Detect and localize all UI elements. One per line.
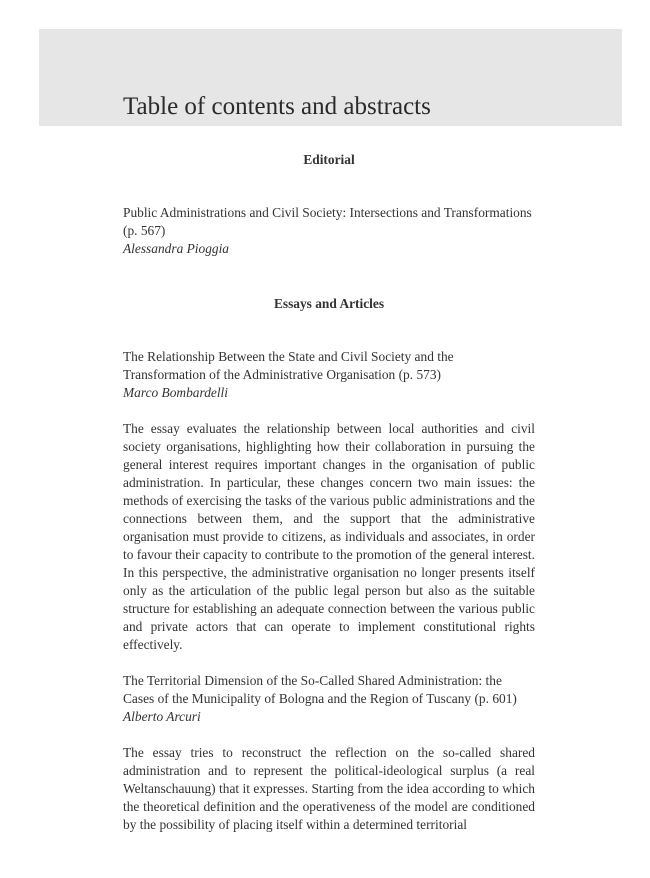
entry-author: Alberto Arcuri <box>123 709 201 724</box>
entry-title: The Territorial Dimension of the So-Called Shared Administration: the Cases of the Municipality of Bologna and the Region of Tuscany (p. 601) <box>123 673 517 706</box>
entry-abstract: The essay evaluates the relationship between local authorities and civil society organisations, highlighting how their collaboration in pursuing the general interest requires important changes in the organisation of public administration. In particular, these changes concern two main issues: the methods of exercising the tasks of the various public administrations and the connections between them, and the support that the administrative organisation must provide to citizens, as individuals and associates, in order to favour their capacity to contribute to the promotion of the general interest. In this perspective, the administrative organisation no longer presents itself only as the articulation of the public legal person but also as the suitable structure for establishing an adequate connection between the various public and private actors that can operate to implement constitutional rights effectively. <box>123 421 535 652</box>
entry-title: Public Administrations and Civil Society: Intersections and Transformations (p. 567) <box>123 205 532 238</box>
entry-abstract: The essay tries to reconstruct the reflection on the so-called shared administration and to represent the political-ideological surplus (a real Weltanschauung) that it expresses. Starting from the idea according to which the theoretical definition and the operativeness of the model are conditioned by the possibility of placing itself within a determined territorial <box>123 745 535 832</box>
entry-author: Alessandra Pioggia <box>123 241 230 256</box>
page-title: Table of contents and abstracts <box>123 93 431 120</box>
toc-entry <box>123 348 535 402</box>
section-heading-essays: Essays and Articles <box>273 296 385 311</box>
section-heading-editorial: Editorial <box>303 152 355 167</box>
toc-content <box>123 150 535 834</box>
toc-entry <box>123 204 535 258</box>
entry-title: The Relationship Between the State and Civil Society and the Transformation of the Administrative Organisation (p. 573) <box>123 349 454 382</box>
toc-entry <box>123 672 535 726</box>
entry-author: Marco Bombardelli <box>123 385 228 400</box>
